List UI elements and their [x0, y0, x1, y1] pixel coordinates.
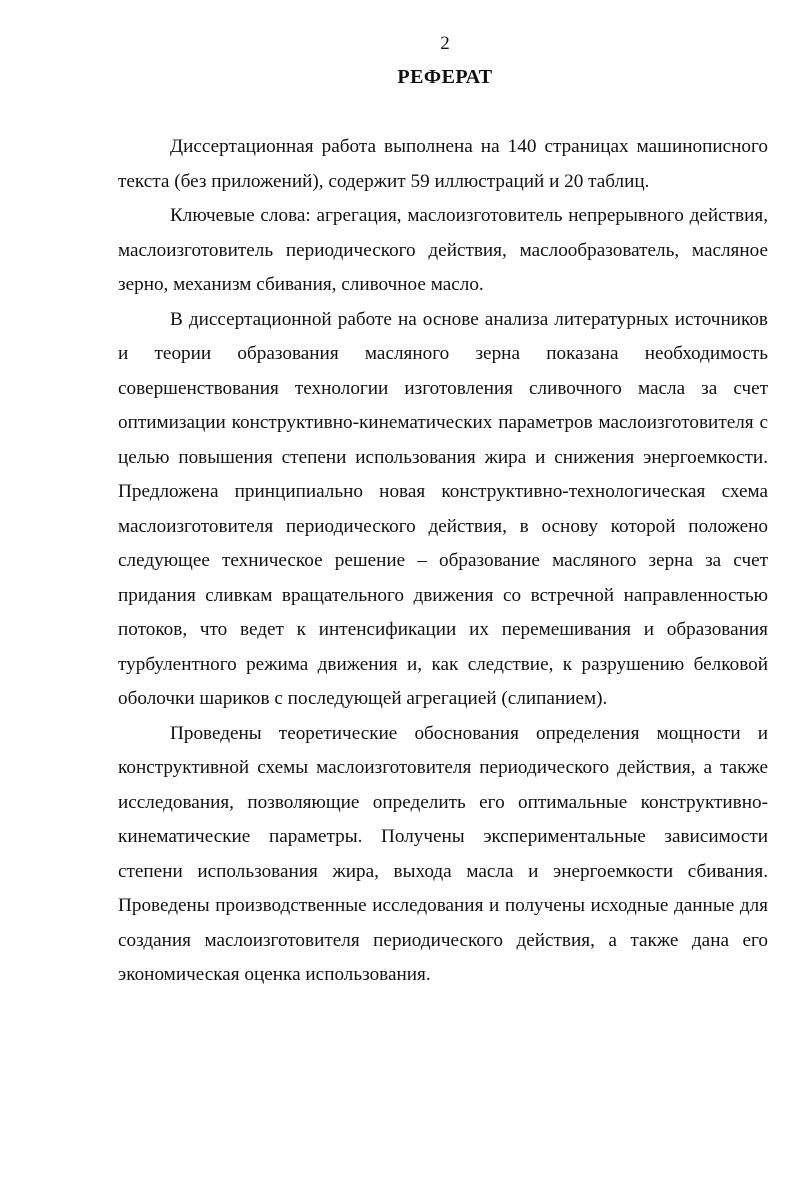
page-title: РЕФЕРАТ	[397, 66, 493, 88]
paragraph-results: Проведены теоретические обоснования определения мощности и конструктивной схемы маслоизготовителя периодического действия, а также исследования, позволяющие определить его оптимальные конструктивно-кинематические параметры. Получены экспериментальные зависимости степени использования жира, выхода масла и энергоемкости сбивания. Проведены производственные исследования и получены исходные данные для создания маслоизготовителя периодического действия, а также дана его экономическая оценка использования.	[118, 722, 768, 985]
paragraph-keywords: Ключевые слова: агрегация, маслоизготовитель непрерывного действия, маслоизготовитель периодического действия, маслообразователь, масляное зерно, механизм сбивания, сливочное масло.	[118, 205, 768, 295]
paragraph-summary: Диссертационная работа выполнена на 140 страницах машинописного текста (без приложений), содержит 59 иллюстраций и 20 таблиц.	[118, 136, 768, 192]
paragraph-description: В диссертационной работе на основе анализа литературных источников и теории образования масляного зерна показана необходимость совершенствования технологии изготовления сливочного масла за счет оптимизации конструктивно-кинематических параметров маслоизготовителя с целью повышения степени использования жира и снижения энергоемкости. Предложена принципиально новая конструктивно-технологическая схема маслоизготовителя периодического действия, в основу которой положено следующее техническое решение – образование масляного зерна за счет придания сливкам вращательного движения со встречной направленностью потоков, что ведет к интенсификации их перемешивания и образования турбулентного режима движения и, как следствие, к разрушению белковой оболочки шариков с последующей агрегацией (слипанием).	[118, 308, 768, 709]
page-number: 2	[440, 33, 450, 54]
abstract-body	[118, 130, 768, 993]
